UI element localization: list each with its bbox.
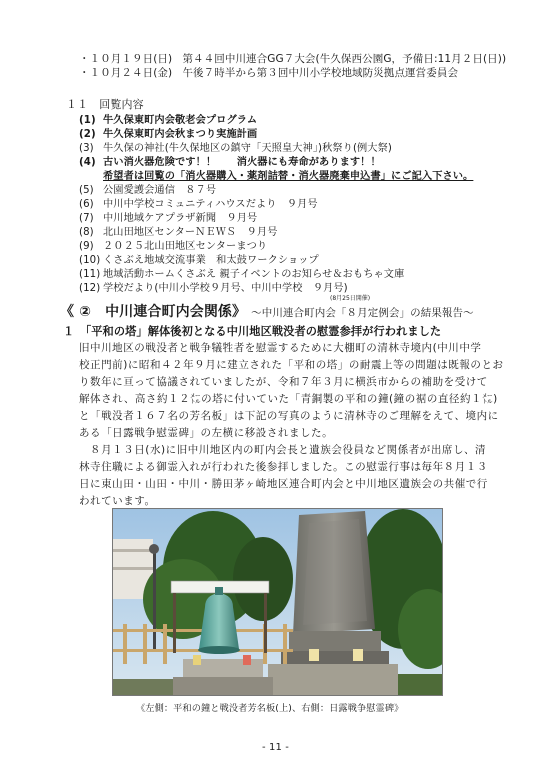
paragraph-line: 日に東山田・山田・中川・勝田茅ヶ崎地区連合町内会と中川地区遺族会の共催で行: [79, 478, 488, 490]
list-item: [79, 268, 404, 282]
item-text: くさぶえ地域交流事業 和太鼓ワークショップ: [103, 255, 319, 266]
paragraph-line: 解体され、高さ約１２㍍の塔に付いていた「青銅製の平和の鐘(鐘の裾の直径約１㍍): [79, 393, 498, 405]
paragraph-line: ８月１３日(水)に旧中川地区内の町内会長と遺族会役員など関係者が出席し、清: [79, 444, 487, 456]
list-item: [79, 226, 277, 240]
schedule-text: 第４４回中川連合GG７大会(牛久保西公園G，予備日:11月２日(日)): [182, 53, 507, 65]
item-number: (7): [79, 213, 94, 224]
paragraph-line: われています。: [79, 495, 156, 507]
list-item: [79, 170, 473, 184]
item-number: (9): [79, 241, 94, 252]
list-item: [79, 198, 318, 212]
schedule-item: [79, 66, 458, 80]
memorial-photo-illustration: [113, 509, 442, 695]
item-text: 学校だより(中川小学校９月号、中川中学校 ９月号): [103, 283, 348, 294]
section-heading-sub: 〜中川連合町内会「８月定例会」の結果報告〜: [251, 307, 474, 319]
item-number: (12): [79, 283, 101, 294]
list-item: [79, 282, 348, 296]
list-item: [79, 142, 392, 156]
photo-caption: 《左側：平和の鐘と戦没者芳名板(上)、右側：日露戦争慰霊碑》: [136, 703, 404, 714]
section-heading: [60, 303, 474, 322]
item-number: (3): [79, 143, 94, 154]
item-number: (8): [79, 227, 94, 238]
item-text: 中川地域ケアプラザ新聞 ９月号: [103, 213, 258, 224]
item-text: 牛久保東町内会敬老会プログラム: [103, 115, 258, 126]
paragraph-line: 林寺住職による御霊入れが行われた後参拝しました。この慰霊行事は毎年８月１３: [79, 461, 488, 473]
item-text: 北山田地区センターＮＥＷＳ ９月号: [103, 227, 278, 238]
list-item: [79, 212, 257, 226]
item-text: ２０２５北山田地区センターまつり: [103, 241, 268, 252]
item-number: (10): [79, 255, 101, 266]
meeting-date-note: (8月25日開催): [330, 295, 371, 302]
page-number: - 11 -: [262, 742, 289, 753]
schedule-text: 午後７時半から第３回中川小学校地域防災拠点運営委員会: [182, 67, 459, 79]
paragraph-line: と「戦没者１６７名の芳名板」は下記の写真のように清林寺のご理解をえて、境内に: [79, 410, 499, 422]
item-number: (11): [79, 269, 101, 280]
list-item: [79, 156, 381, 170]
paragraph-line: り数年に亘って協議されていましたが、令和７年３月に横浜市からの補助を受けて: [79, 376, 488, 388]
item-number: (1): [79, 115, 96, 126]
memorial-photo: [112, 508, 443, 696]
paragraph-line: ある「日露戦争慰霊碑」の左横に移設されました。: [79, 427, 334, 439]
item-text: 地域活動ホームくさぶえ 親子イベントのお知らせ＆おもちゃ文庫: [103, 269, 405, 280]
section-heading-title: 《 ② 中川連合町内会関係》: [60, 304, 247, 320]
list-item: [79, 240, 267, 254]
schedule-date: ・１０月２４日(金): [79, 67, 173, 79]
paragraph-line: 校正門前)に昭和４２年９月に建立された「平和の塔」の耐震上等の問題は既報のとお: [79, 359, 504, 371]
item-text: 牛久保の神社(牛久保地区の鎮守「天照皇大神」)秋祭り(例大祭): [103, 143, 392, 154]
item-text: 古い消火器危険です！！ 消火器にも寿命があります！！: [103, 157, 381, 168]
schedule-item: [79, 52, 506, 66]
schedule-date: ・１０月１９日(日): [79, 53, 173, 65]
item-text: 中川中学校コミュニティハウスだより ９月号: [103, 199, 318, 210]
item-number: (6): [79, 199, 94, 210]
section-title-circulation: １１ 回覧内容: [66, 98, 144, 111]
item-number: (2): [79, 129, 96, 140]
item-number: (4): [79, 157, 96, 168]
article-title: １ 「平和の塔」解体後初となる中川地区戦没者の慰霊参拝が行われました: [63, 325, 442, 338]
list-item: [79, 184, 216, 198]
item-number: (5): [79, 185, 94, 196]
item-text: 希望者は回覧の「消火器購入・薬剤詰替・消火器廃棄申込書」にご記入下さい。: [103, 171, 474, 182]
list-item: [79, 254, 319, 268]
item-text: 牛久保東町内会秋まつり実施計画: [103, 129, 258, 140]
item-text: 公園愛護会通信 ８７号: [103, 185, 217, 196]
paragraph-line: 旧中川地区の戦没者と戦争犠牲者を慰霊するために大棚町の清林寺境内(中川中学: [79, 342, 482, 354]
list-item: [79, 114, 257, 128]
list-item: [79, 128, 257, 142]
